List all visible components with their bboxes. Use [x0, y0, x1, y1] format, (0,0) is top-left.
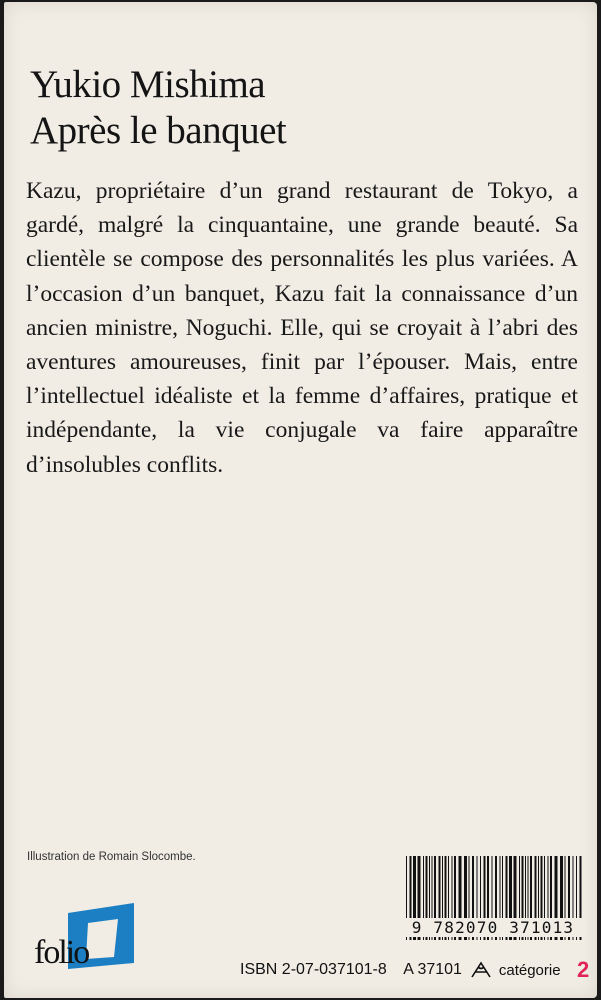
isbn-line	[240, 957, 589, 983]
category-number: 2	[577, 957, 590, 982]
illustration-credit: Illustration de Romain Slocombe.	[27, 851, 196, 863]
category-label: catégorie	[498, 961, 561, 979]
author-name: Yukio Mishima	[30, 63, 266, 106]
book-title: Après le banquet	[30, 109, 287, 152]
back-cover	[4, 2, 597, 998]
isbn-text: ISBN 2-07-037101-8	[240, 961, 387, 978]
category-symbol-icon	[470, 961, 492, 979]
publisher-logo-text: folio	[34, 934, 89, 971]
barcode-number: 9 782070 371013	[400, 918, 586, 937]
reference-code: A 37101	[403, 961, 462, 978]
book-blurb: Kazu, propriétaire d’un grand restaurant de Tokyo, a gardé, malgré la cinquantaine, une grande beauté. Sa clientèle se compose des personnalités les plus variées. A l’occasion d’un banquet, Kazu fait la connaissance d’un ancien ministre, Noguchi. Elle, qui se croyait à l’abri des aventures amoureuses, finit par l’épouser. Mais, entre l’intellectuel idéaliste et la femme d’affaires, pratique et indépendante, la vie conjugale va faire apparaître d’insolubles conflits.	[26, 178, 578, 478]
